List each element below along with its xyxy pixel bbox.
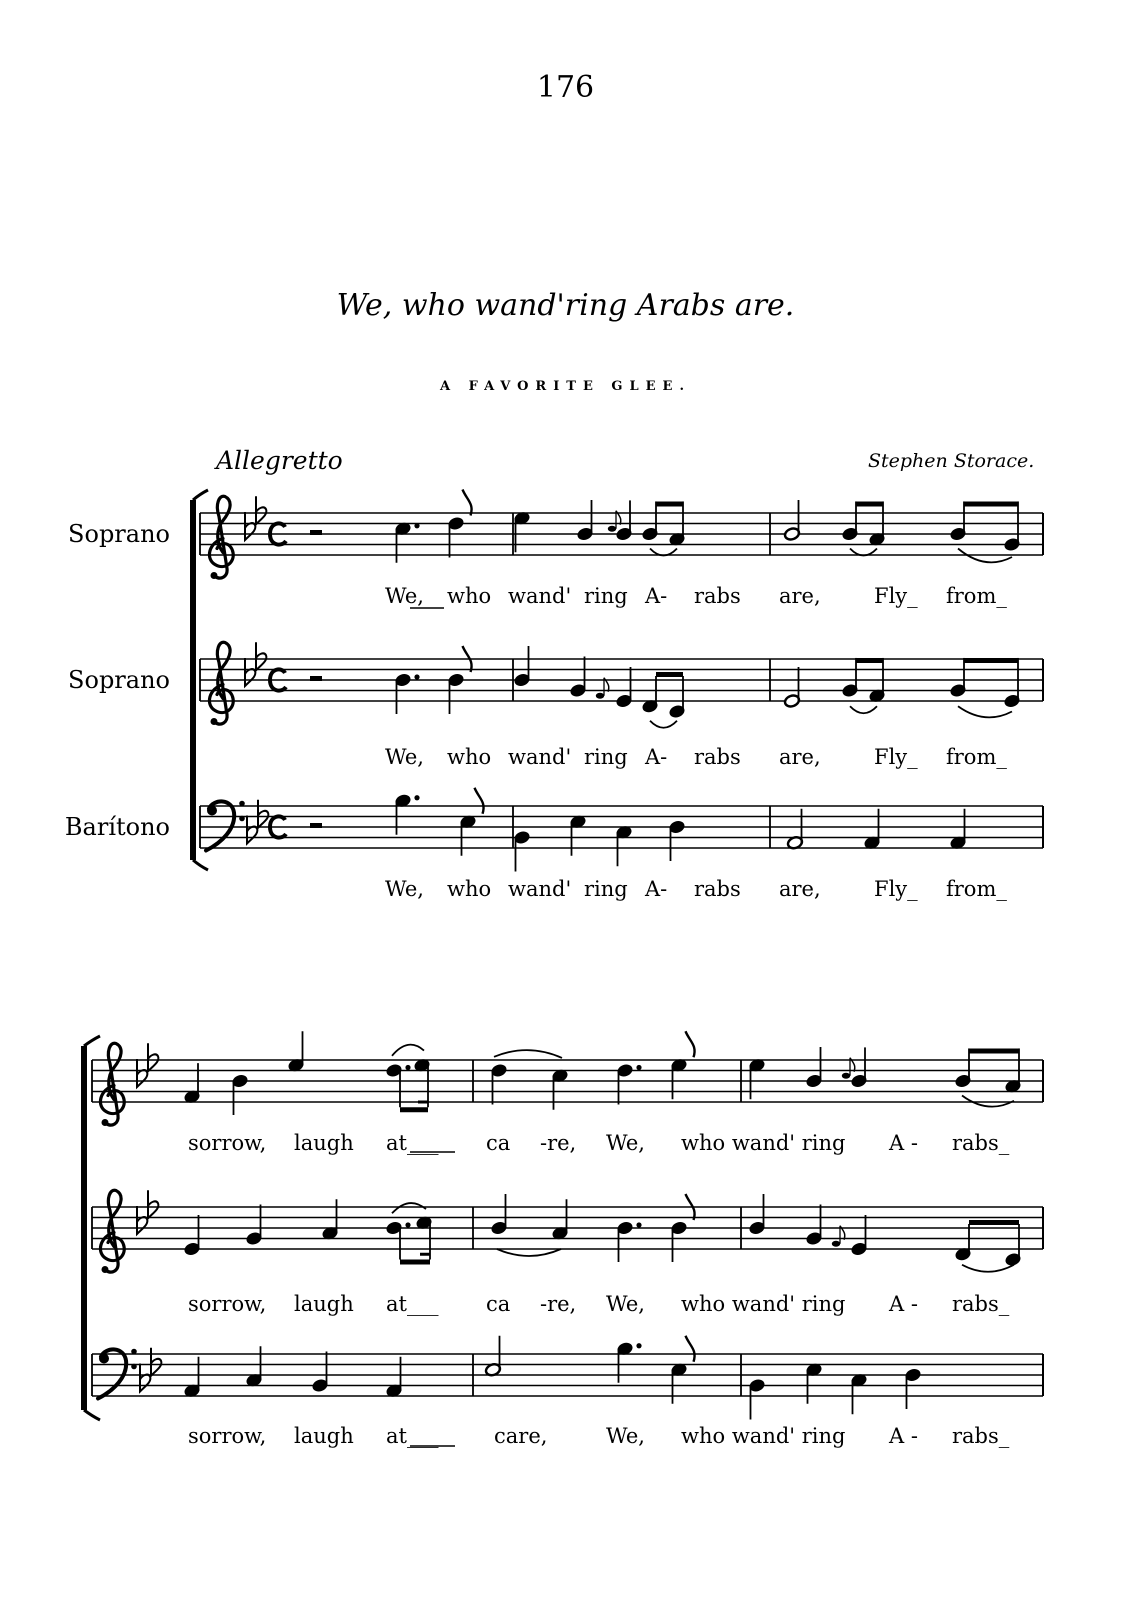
note-flag <box>475 788 484 814</box>
grace-note-head <box>842 1073 850 1079</box>
note-beam <box>969 1048 1019 1053</box>
lyric-syllable: are, <box>779 584 821 608</box>
slur <box>962 1265 1014 1272</box>
lyric-syllable: A- <box>645 877 668 901</box>
lyric-syllable: rabs_ <box>952 1131 1010 1155</box>
augmentation-dot <box>405 1222 410 1227</box>
slur <box>962 1096 1014 1107</box>
augmentation-dot <box>414 523 419 528</box>
composer-name: Stephen Storace. <box>868 450 1035 472</box>
note-flag <box>686 1031 695 1057</box>
lyric-syllable: We, <box>606 1292 645 1316</box>
note-beam <box>400 1260 430 1265</box>
lyric-syllable: laugh <box>294 1292 354 1316</box>
lyric-syllable: We, <box>606 1424 645 1448</box>
note-beam <box>656 501 683 506</box>
note-flag <box>463 490 472 516</box>
treble-clef <box>209 496 233 579</box>
system-bracket <box>84 1036 100 1046</box>
lyric-syllable: from_ <box>946 877 1007 901</box>
flat-sign <box>137 1059 147 1087</box>
lyric-syllable: sorrow, <box>188 1292 267 1316</box>
lyric-syllable: sorrow, <box>188 1131 267 1155</box>
augmentation-dot <box>636 1065 641 1070</box>
slur <box>958 706 1012 717</box>
lyric-syllable: ring <box>584 584 628 608</box>
treble-clef <box>209 642 233 725</box>
piece-title: We, who wand'ring Arabs are. <box>336 288 795 323</box>
bass-clef <box>98 1349 137 1399</box>
lyric-syllable: rabs <box>694 877 741 901</box>
lyric-syllable: A- <box>645 745 668 769</box>
lyric-syllable: laugh <box>294 1424 354 1448</box>
note-beam <box>856 658 883 663</box>
lyric-syllable: ca <box>486 1131 511 1155</box>
augmentation-dot <box>636 1343 641 1348</box>
lyric-syllable: We, <box>606 1131 645 1155</box>
lyric-syllable: rabs <box>694 745 741 769</box>
grace-note-head <box>832 1241 840 1247</box>
lyric-syllable: Fly_ <box>874 584 918 608</box>
lyric-syllable: at___ <box>386 1292 439 1316</box>
system-bracket <box>193 490 208 500</box>
augmentation-dot <box>636 1222 641 1227</box>
system-bracket <box>193 860 208 870</box>
half-rest <box>310 676 322 681</box>
voice-name-soprano-2: Soprano <box>68 666 170 694</box>
lyric-syllable: who <box>447 877 492 901</box>
lyric-syllable: who wand' ring <box>681 1424 846 1448</box>
lyric-syllable: -re, <box>540 1292 577 1316</box>
note-beam <box>856 501 883 506</box>
system-bracket <box>84 1410 100 1420</box>
note-flag <box>686 1336 695 1362</box>
lyric-syllable: laugh <box>294 1131 354 1155</box>
lyric-syllable: at___ <box>386 1131 439 1155</box>
lyric-syllable: A - <box>889 1424 918 1448</box>
lyric-syllable: who <box>447 584 492 608</box>
flat-sign <box>140 1364 150 1392</box>
lyric-syllable: A- <box>645 584 668 608</box>
flat-sign <box>247 816 257 844</box>
lyric-syllable: who wand' ring <box>681 1292 846 1316</box>
lyric-syllable: We, <box>385 584 424 608</box>
lyric-syllable: wand' <box>508 745 572 769</box>
lyric-syllable: who <box>447 745 492 769</box>
flat-sign <box>151 1348 161 1376</box>
lyric-syllable: wand' <box>508 877 572 901</box>
bass-clef <box>206 801 245 851</box>
grace-note-head <box>608 526 616 532</box>
slur <box>392 1203 426 1213</box>
note-beam <box>969 1220 1019 1225</box>
voice-name-soprano-1: Soprano <box>68 520 170 548</box>
note-beam <box>964 658 1018 663</box>
lyric-syllable: We, <box>385 745 424 769</box>
note-beam <box>964 501 1018 506</box>
slur <box>650 721 677 728</box>
lyric-syllable: A - <box>889 1131 918 1155</box>
lyric-syllable: wand' <box>508 584 572 608</box>
lyric-syllable: from_ <box>946 584 1007 608</box>
lyric-syllable: are, <box>779 745 821 769</box>
flat-sign <box>148 1190 158 1218</box>
note-beam <box>656 672 683 677</box>
lyric-syllable: -re, <box>540 1131 577 1155</box>
tempo-marking: Allegretto <box>216 446 343 475</box>
lyric-syllable: rabs <box>694 584 741 608</box>
lyric-syllable: are, <box>779 877 821 901</box>
note-beam <box>400 1107 428 1112</box>
slur <box>850 706 877 713</box>
lyric-syllable: at___ <box>386 1424 439 1448</box>
treble-clef <box>100 1043 124 1126</box>
lyric-syllable: from_ <box>946 745 1007 769</box>
flat-sign <box>245 658 255 686</box>
flat-sign <box>245 512 255 540</box>
flat-sign <box>258 800 268 828</box>
flat-sign <box>256 642 266 670</box>
lyric-syllable: A - <box>889 1292 918 1316</box>
flat-sign <box>256 496 266 524</box>
lyric-syllable: care, <box>494 1424 548 1448</box>
grace-note-head <box>596 693 604 699</box>
half-rest <box>310 823 322 828</box>
lyric-syllable: ring <box>584 877 628 901</box>
lyric-syllable: rabs_ <box>952 1424 1010 1448</box>
lyric-syllable: Fly_ <box>874 877 918 901</box>
page-number: 176 <box>536 70 595 105</box>
flat-sign <box>137 1206 147 1234</box>
slur <box>494 1050 562 1058</box>
slur <box>497 1249 561 1256</box>
slur <box>392 1045 424 1056</box>
voice-name-baritone: Barítono <box>64 813 170 841</box>
augmentation-dot <box>414 795 419 800</box>
lyric-syllable: We, <box>385 877 424 901</box>
flat-sign <box>148 1043 158 1071</box>
lyric-syllable: ca <box>486 1292 511 1316</box>
treble-clef <box>100 1190 124 1273</box>
lyric-syllable: who wand' ring <box>681 1131 846 1155</box>
lyric-syllable: rabs_ <box>952 1292 1010 1316</box>
piece-subtitle: A FAVORITE GLEE. <box>440 379 691 394</box>
lyric-syllable: ring <box>584 745 628 769</box>
lyric-syllable: Fly_ <box>874 745 918 769</box>
augmentation-dot <box>405 1065 410 1070</box>
half-rest <box>310 530 322 535</box>
lyric-syllable: sorrow, <box>188 1424 267 1448</box>
augmentation-dot <box>414 674 419 679</box>
